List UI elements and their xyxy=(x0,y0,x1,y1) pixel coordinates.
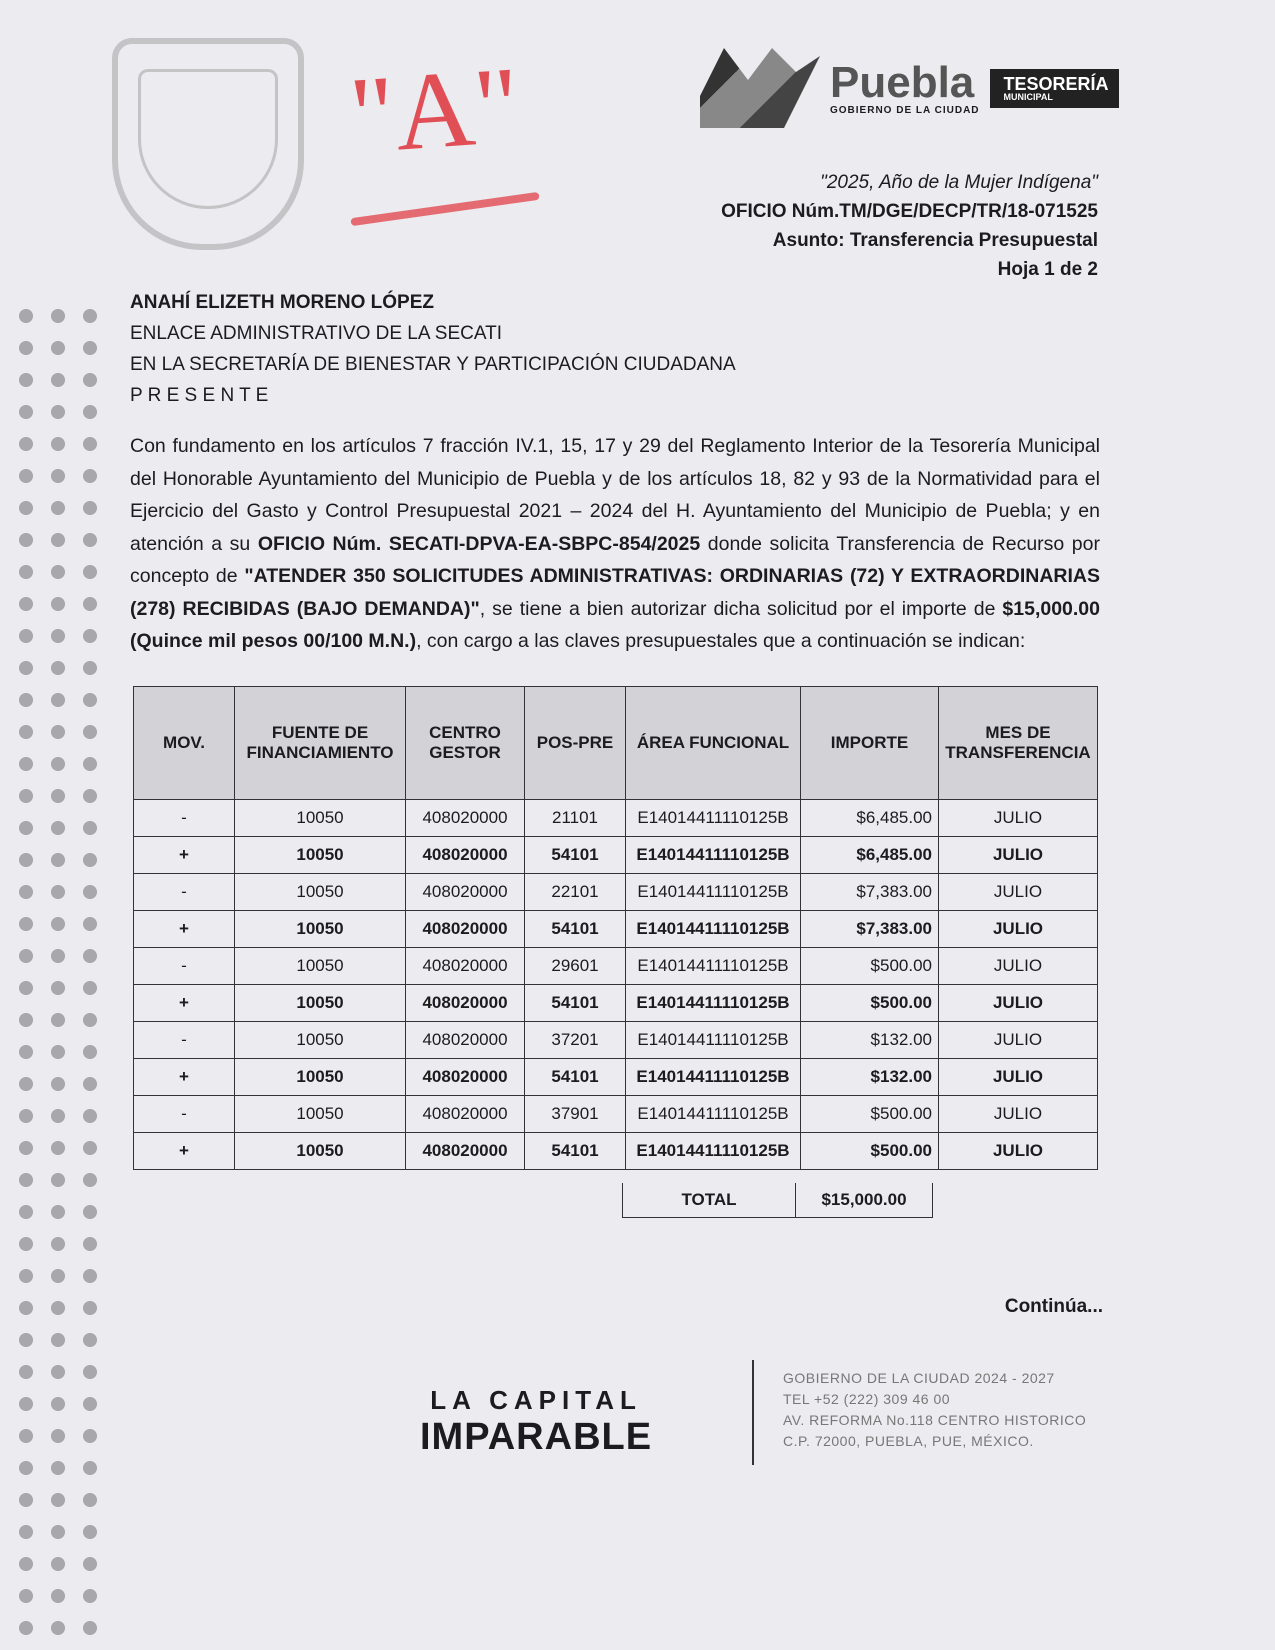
table-cell: 29601 xyxy=(525,948,626,985)
table-cell: E14014411110125B xyxy=(626,1096,801,1133)
table-cell: 408020000 xyxy=(406,800,525,837)
tesoreria-badge: TESORERÍA MUNICIPAL xyxy=(990,69,1119,108)
table-row xyxy=(134,1133,1098,1170)
table-row xyxy=(134,1022,1098,1059)
table-cell: E14014411110125B xyxy=(626,1133,801,1170)
handwritten-mark: "A" xyxy=(345,43,524,177)
total-label: TOTAL xyxy=(622,1183,796,1218)
table-row xyxy=(134,948,1098,985)
table-row xyxy=(134,985,1098,1022)
table-cell: 22101 xyxy=(525,874,626,911)
column-header: POS-PRE xyxy=(525,687,626,800)
budget-table xyxy=(133,686,1098,1170)
table-cell: 54101 xyxy=(525,1059,626,1096)
table-cell: 10050 xyxy=(235,1059,406,1096)
table-cell: - xyxy=(134,948,235,985)
handwritten-underline xyxy=(350,192,539,226)
table-cell: 408020000 xyxy=(406,874,525,911)
table-cell: 10050 xyxy=(235,985,406,1022)
table-cell: E14014411110125B xyxy=(626,1022,801,1059)
table-cell: + xyxy=(134,911,235,948)
table-cell: $500.00 xyxy=(801,948,939,985)
table-cell: + xyxy=(134,1059,235,1096)
table-cell: JULIO xyxy=(939,1133,1098,1170)
table-row xyxy=(134,911,1098,948)
table-cell: 10050 xyxy=(235,911,406,948)
table-row xyxy=(134,1059,1098,1096)
column-header: MOV. xyxy=(134,687,235,800)
table-cell: JULIO xyxy=(939,911,1098,948)
municipal-seal xyxy=(112,38,304,250)
column-header: FUENTE DE FINANCIAMIENTO xyxy=(235,687,406,800)
total-value: $15,000.00 xyxy=(796,1183,933,1218)
table-row xyxy=(134,1096,1098,1133)
table-cell: 10050 xyxy=(235,837,406,874)
table-cell: 10050 xyxy=(235,874,406,911)
table-cell: $500.00 xyxy=(801,1096,939,1133)
table-cell: $500.00 xyxy=(801,985,939,1022)
table-cell: 408020000 xyxy=(406,1022,525,1059)
table-cell: E14014411110125B xyxy=(626,837,801,874)
logo-word: Puebla xyxy=(830,57,975,107)
table-cell: E14014411110125B xyxy=(626,911,801,948)
table-cell: 37201 xyxy=(525,1022,626,1059)
table-cell: JULIO xyxy=(939,1059,1098,1096)
table-cell: JULIO xyxy=(939,800,1098,837)
table-cell: JULIO xyxy=(939,1022,1098,1059)
table-cell: 54101 xyxy=(525,911,626,948)
table-cell: 21101 xyxy=(525,800,626,837)
table-cell: 408020000 xyxy=(406,985,525,1022)
table-cell: + xyxy=(134,837,235,874)
table-cell: $7,383.00 xyxy=(801,874,939,911)
table-cell: JULIO xyxy=(939,985,1098,1022)
table-cell: - xyxy=(134,1096,235,1133)
table-cell: 10050 xyxy=(235,1096,406,1133)
recipient-title: ENLACE ADMINISTRATIVO DE LA SECATI xyxy=(130,323,502,344)
recipient-name: ANAHÍ ELIZETH MORENO LÓPEZ xyxy=(130,292,434,313)
table-cell: 54101 xyxy=(525,1133,626,1170)
table-cell: JULIO xyxy=(939,1096,1098,1133)
logo-art-icon xyxy=(700,48,820,128)
table-cell: $6,485.00 xyxy=(801,837,939,874)
slogan: "2025, Año de la Mujer Indígena" xyxy=(820,172,1098,193)
oficio-number: OFICIO Núm.TM/DGE/DECP/TR/18-071525 xyxy=(721,201,1098,222)
table-cell: E14014411110125B xyxy=(626,948,801,985)
column-header: ÁREA FUNCIONAL xyxy=(626,687,801,800)
total-row xyxy=(622,1183,933,1218)
table-cell: 10050 xyxy=(235,1022,406,1059)
table-cell: 408020000 xyxy=(406,948,525,985)
table-cell: 10050 xyxy=(235,1133,406,1170)
table-cell: 408020000 xyxy=(406,1096,525,1133)
puebla-logo xyxy=(700,48,1119,128)
column-header: IMPORTE xyxy=(801,687,939,800)
table-cell: $132.00 xyxy=(801,1059,939,1096)
column-header: MES DE TRANSFERENCIA xyxy=(939,687,1098,800)
table-cell: - xyxy=(134,800,235,837)
table-cell: JULIO xyxy=(939,874,1098,911)
table-cell: 54101 xyxy=(525,837,626,874)
body-paragraph: Con fundamento en los artículos 7 fracción IV.1, 15, 17 y 29 del Reglamento Interior de la Tesorería Municipal del Honorable Ayuntamiento del Municipio de Puebla y de los artículos 18, 82 y 93 de la Normatividad para el Ejercicio del Gasto y Control Presupuestal 2021 – 2024 del H. Ayuntamiento del Municipio de Puebla; y en atención a su OFICIO Núm. SECATI-DPVA-EA-SBPC-854/2025 donde solicita Transferencia de Recurso por concepto de "ATENDER 350 SOLICITUDES ADMINISTRATIVAS: ORDINARIAS (72) Y EXTRAORDINARIAS (278) RECIBIDAS (BAJO DEMANDA)", se tiene a bien autorizar dicha solicitud por el importe de $15,000.00 (Quince mil pesos 00/100 M.N.), con cargo a las claves presupuestales que a continuación se indican: xyxy=(130,435,1101,652)
page-number: Hoja 1 de 2 xyxy=(997,259,1098,280)
table-row xyxy=(134,837,1098,874)
table-cell: E14014411110125B xyxy=(626,874,801,911)
table-cell: + xyxy=(134,985,235,1022)
importe-total-text: $15,000.00 (Quince mil pesos 00/100 M.N.) xyxy=(130,597,1101,652)
table-cell: $132.00 xyxy=(801,1022,939,1059)
table-cell: 408020000 xyxy=(406,911,525,948)
table-cell: 37901 xyxy=(525,1096,626,1133)
column-header: CENTRO GESTOR xyxy=(406,687,525,800)
table-cell: E14014411110125B xyxy=(626,800,801,837)
table-row xyxy=(134,800,1098,837)
table-cell: $6,485.00 xyxy=(801,800,939,837)
table-cell: 408020000 xyxy=(406,1059,525,1096)
table-cell: $500.00 xyxy=(801,1133,939,1170)
table-cell: 408020000 xyxy=(406,837,525,874)
logo-sub: GOBIERNO DE LA CIUDAD xyxy=(830,104,980,116)
presente: P R E S E N T E xyxy=(130,385,269,406)
table-cell: E14014411110125B xyxy=(626,1059,801,1096)
table-cell: JULIO xyxy=(939,837,1098,874)
table-cell: - xyxy=(134,874,235,911)
capital-imparable-logo: LA CAPITAL IMPARABLE xyxy=(420,1385,653,1458)
table-cell: 408020000 xyxy=(406,1133,525,1170)
footer-divider xyxy=(752,1360,754,1465)
table-cell: 54101 xyxy=(525,985,626,1022)
concepto: "ATENDER 350 SOLICITUDES ADMINISTRATIVAS: ORDINARIAS (72) Y EXTRAORDINARIAS (278) RECIBIDAS (BAJO DEMANDA)" xyxy=(130,565,1100,620)
table-cell: + xyxy=(134,1133,235,1170)
oficio-reference: OFICIO Núm. SECATI-DPVA-EA-SBPC-854/2025 xyxy=(257,532,701,555)
continua: Continúa... xyxy=(1004,1296,1103,1317)
table-cell: E14014411110125B xyxy=(626,985,801,1022)
table-cell: JULIO xyxy=(939,948,1098,985)
recipient-office: EN LA SECRETARÍA DE BIENESTAR Y PARTICIPACIÓN CIUDADANA xyxy=(130,354,736,375)
recipient-block xyxy=(130,287,736,411)
asunto: Asunto: Transferencia Presupuestal xyxy=(772,230,1098,251)
decorative-side-pattern xyxy=(10,300,105,1640)
table-cell: - xyxy=(134,1022,235,1059)
table-cell: $7,383.00 xyxy=(801,911,939,948)
table-cell: 10050 xyxy=(235,800,406,837)
table-cell: 10050 xyxy=(235,948,406,985)
footer-info: GOBIERNO DE LA CIUDAD 2024 - 2027 TEL +52 (222) 309 46 00 AV. REFORMA No.118 CENTRO HISTORICO C.P. 72000, PUEBLA, PUE, MÉXICO. xyxy=(783,1370,1087,1449)
table-row xyxy=(134,874,1098,911)
